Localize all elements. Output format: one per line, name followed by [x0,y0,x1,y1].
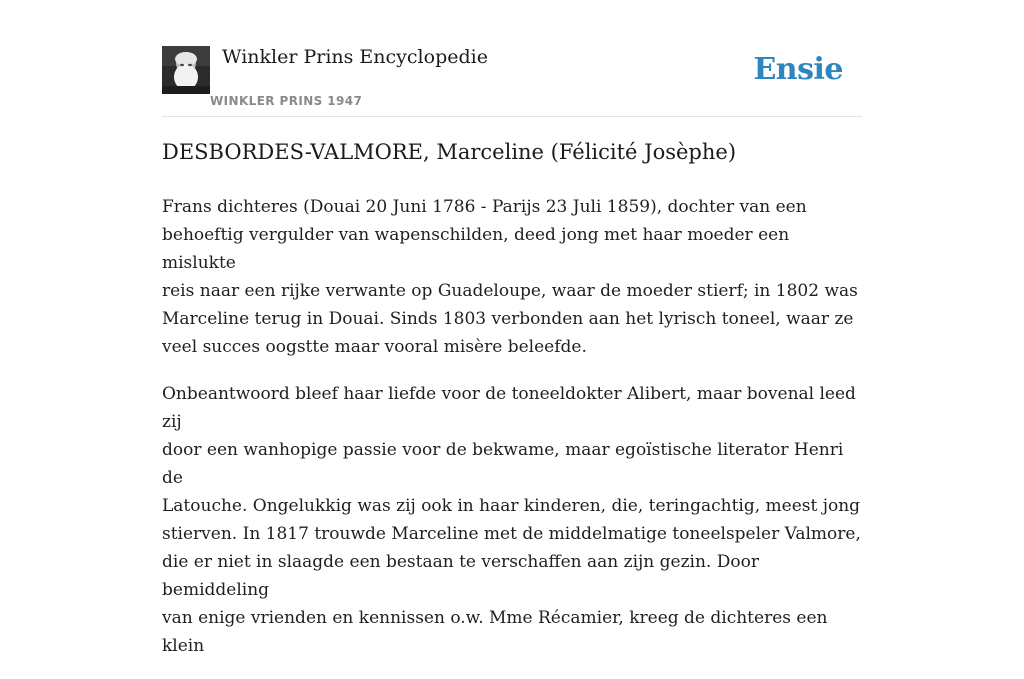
source-subtitle: WINKLER PRINS 1947 [210,94,363,108]
portrait-image [162,46,210,94]
entry-title: DESBORDES-VALMORE, Marceline (Félicité Josèphe) [162,140,737,164]
source-title[interactable]: Winkler Prins Encyclopedie [222,46,488,68]
entry-body [162,193,862,679]
entry-paragraph: Onbeantwoord bleef haar liefde voor de toneeldokter Alibert, maar bovenal leed zij door een wanhopige passie voor de bekwame, maar egoïstische literator Henri de Latouche. Ongelukkig was zij ook in haar kinderen, die, teringachtig, meest jong stierven. In 1817 trouwde Marceline met de middelmatige toneelspeler Valmore, die er niet in slaagde een bestaan te verschaffen aan zijn gezin. Door bemiddeling van enige vrienden en kennissen o.w. Mme Récamier, kreeg de dichteres een klein [162,384,861,656]
author-portrait-icon[interactable] [162,46,210,94]
ensie-logo[interactable]: Ensie [753,52,843,87]
source-header [162,46,862,117]
entry-paragraph: Frans dichteres (Douai 20 Juni 1786 - Parijs 23 Juli 1859), dochter van een behoeftig vergulder van wapenschilden, deed jong met haar moeder een mislukte reis naar een rijke verwante op Guadeloupe, waar de moeder stierf; in 1802 was Marceline terug in Douai. Sinds 1803 verbonden aan het lyrisch toneel, waar ze veel succes oogstte maar vooral misère beleefde. [162,197,858,357]
